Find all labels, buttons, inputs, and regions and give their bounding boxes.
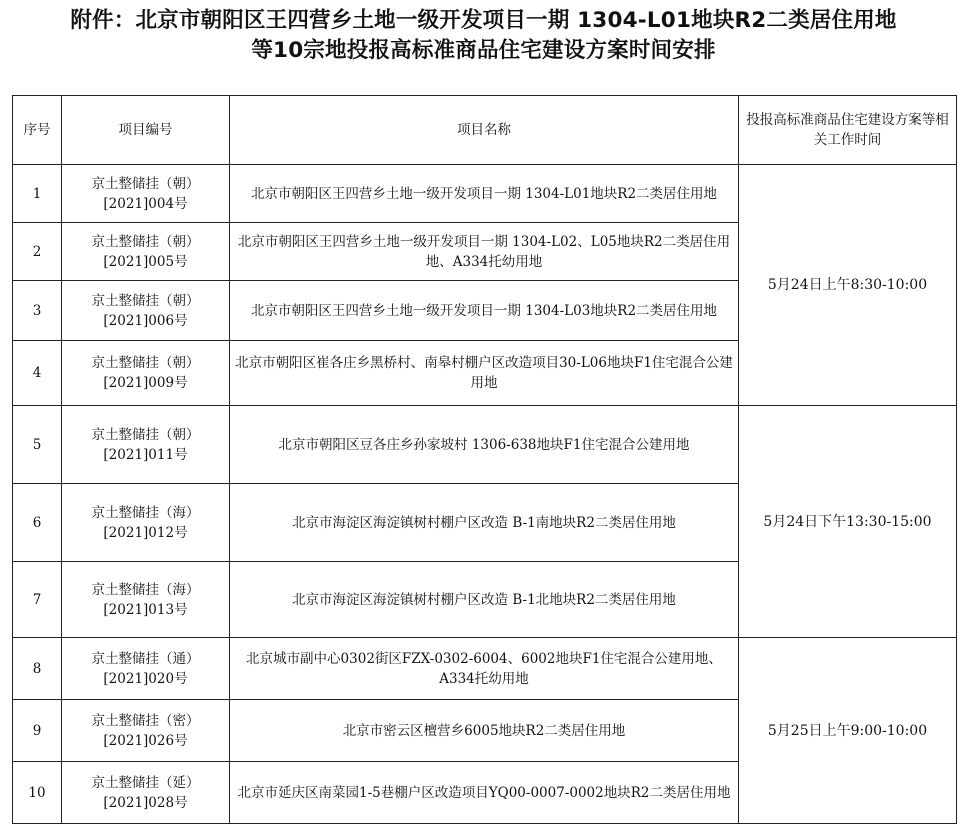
cell-seq: 1 (13, 165, 62, 223)
code-line-1: 京土整储挂（朝） (91, 426, 200, 443)
code-line-1: 京土整储挂（朝） (91, 233, 200, 250)
code-line-2: [2021]006号 (103, 312, 188, 329)
cell-name: 北京市延庆区南菜园1-5巷棚户区改造项目YQ00-0007-0002地块R2二类居住用地 (230, 762, 739, 824)
cell-code (62, 223, 230, 281)
table-row (13, 165, 957, 223)
cell-time-group-2: 5月24日下午13:30-15:00 (739, 406, 957, 638)
document-title (0, 6, 967, 66)
cell-code (62, 165, 230, 223)
code-line-2: [2021]028号 (103, 794, 188, 811)
code-line-1: 京土整储挂（延） (91, 774, 200, 791)
code-line-2: [2021]012号 (103, 524, 188, 541)
cell-code (62, 341, 230, 406)
code-line-1: 京土整储挂（海） (91, 504, 200, 521)
header-seq: 序号 (13, 96, 62, 165)
cell-name: 北京市海淀区海淀镇树村棚户区改造 B-1南地块R2二类居住用地 (230, 484, 739, 562)
cell-seq: 6 (13, 484, 62, 562)
cell-name: 北京市朝阳区王四营乡土地一级开发项目一期 1304-L01地块R2二类居住用地 (230, 165, 739, 223)
cell-code (62, 762, 230, 824)
code-line-2: [2021]020号 (103, 670, 188, 687)
cell-seq: 7 (13, 562, 62, 638)
code-line-1: 京土整储挂（通） (91, 650, 200, 667)
code-line-1: 京土整储挂（朝） (91, 292, 200, 309)
cell-code (62, 638, 230, 700)
code-line-1: 京土整储挂（朝） (91, 175, 200, 192)
cell-name: 北京城市副中心0302街区FZX-0302-6004、6002地块F1住宅混合公建用地、A334托幼用地 (230, 638, 739, 700)
code-line-1: 京土整储挂（朝） (91, 355, 200, 371)
cell-name: 北京市朝阳区王四营乡土地一级开发项目一期 1304-L02、L05地块R2二类居住用地、A334托幼用地 (230, 223, 739, 281)
code-line-2: [2021]009号 (103, 375, 188, 391)
cell-name: 北京市朝阳区豆各庄乡孙家坡村 1306-638地块F1住宅混合公建用地 (230, 406, 739, 484)
title-line-2: 等10宗地投报高标准商品住宅建设方案时间安排 (251, 38, 716, 63)
cell-code (62, 484, 230, 562)
code-line-1: 京土整储挂（海） (91, 581, 200, 598)
cell-seq: 3 (13, 281, 62, 341)
code-line-2: [2021]011号 (103, 446, 188, 463)
cell-seq: 10 (13, 762, 62, 824)
cell-seq: 4 (13, 341, 62, 406)
cell-code (62, 562, 230, 638)
code-line-2: [2021]005号 (103, 253, 188, 270)
cell-seq: 5 (13, 406, 62, 484)
cell-time-group-3: 5月25日上午9:00-10:00 (739, 638, 957, 824)
schedule-table (12, 95, 957, 824)
cell-name: 北京市朝阳区崔各庄乡黑桥村、南皋村棚户区改造项目30-L06地块F1住宅混合公建用地 (230, 341, 739, 406)
cell-name: 北京市朝阳区王四营乡土地一级开发项目一期 1304-L03地块R2二类居住用地 (230, 281, 739, 341)
code-line-2: [2021]004号 (103, 195, 188, 212)
cell-seq: 9 (13, 700, 62, 762)
cell-name: 北京市密云区檀营乡6005地块R2二类居住用地 (230, 700, 739, 762)
header-time: 投报高标准商品住宅建设方案等相关工作时间 (739, 96, 957, 165)
code-line-2: [2021]013号 (103, 601, 188, 618)
header-code: 项目编号 (62, 96, 230, 165)
code-line-1: 京土整储挂（密） (91, 712, 200, 729)
table-row (13, 406, 957, 484)
cell-time-group-1: 5月24日上午8:30-10:00 (739, 165, 957, 406)
table-row (13, 638, 957, 700)
header-name: 项目名称 (230, 96, 739, 165)
cell-code (62, 406, 230, 484)
cell-seq: 8 (13, 638, 62, 700)
cell-code (62, 281, 230, 341)
cell-seq: 2 (13, 223, 62, 281)
title-line-1: 附件：北京市朝阳区王四营乡土地一级开发项目一期 1304-L01地块R2二类居住用地 (70, 8, 897, 33)
table-header-row (13, 96, 957, 165)
code-line-2: [2021]026号 (103, 732, 188, 749)
cell-code (62, 700, 230, 762)
cell-name: 北京市海淀区海淀镇树村棚户区改造 B-1北地块R2二类居住用地 (230, 562, 739, 638)
